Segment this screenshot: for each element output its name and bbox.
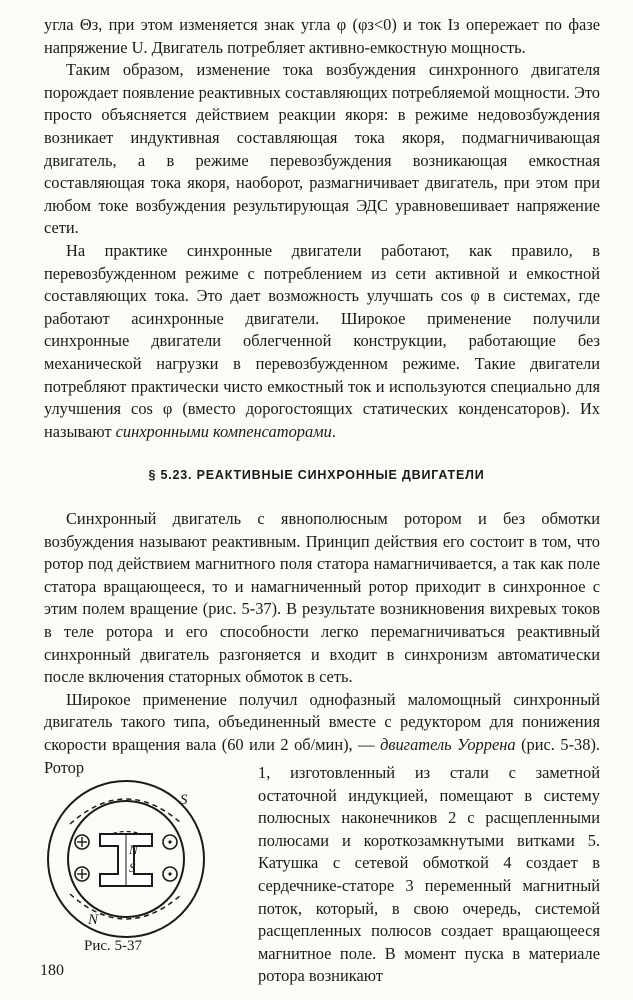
conductor-dot-right-top — [163, 835, 177, 849]
paragraph-3-text: На практике синхронные двигатели работают, как правило, в перевозбужденном режиме с потреблением из сети активной и емкостной составляющих тока. Это дает возможность улучшать cos φ в системах, где работают асинхронные двигатели. Широкое применение получили синхронные двигатели облегченной конструкции, работающие без механической нагрузки в перевозбужденном режиме. Такие двигатели потребляют практически чисто емкостный ток и используются специально для улучшения cos φ (вместо дорогостоящих статических конденсаторов). Их называют — [44, 240, 600, 441]
flux-path-top — [70, 799, 182, 824]
paragraph-3 — [44, 240, 600, 443]
upper-text-column — [44, 14, 600, 443]
conductor-cross-left-top — [75, 835, 89, 849]
paragraph-1: угла Θз, при этом изменяется знак угла φ (φз<0) и ток Iз опережает по фазе напряжение U. Двигатель потребляет активно-емкостную мощность. — [44, 15, 600, 57]
label-s-rotor: S — [129, 860, 136, 875]
paragraph-5-text: Широкое применение получил однофазный маломощный синхронный двигатель такого типа, объединенный вместе с редуктором для понижения скорости вращения вала (60 или 2 об/мин), — — [44, 689, 600, 754]
label-n-rotor: N — [129, 842, 138, 857]
section-heading: § 5.23. РЕАКТИВНЫЕ СИНХРОННЫЕ ДВИГАТЕЛИ — [148, 468, 485, 482]
label-n-stator: N — [88, 912, 99, 928]
flux-path-bottom — [70, 894, 182, 919]
paragraph-5-continued: 1, изготовленный из стали с заметной остаточной индукцией, помещают в систему полюсных наконечников 2 с расщепленными полюсами и короткозамкнутыми витками 5. Катушка с сетевой обмоткой 4 создает в сердечнике-статоре 3 переменный магнитный поток, который, в свою очередь, системой расщепленных полюсов создает вращающееся магнитное поле. В момент пуска в материале ротора возникают — [258, 763, 600, 986]
paragraph-5-end: (рис. 5-38). Ротор — [44, 734, 601, 777]
paragraph-3-italic: синхронными компенсаторами — [115, 421, 332, 441]
lower-text-column — [44, 508, 600, 779]
paragraph-4: Синхронный двигатель с явнополюсным ротором и без обмотки возбуждения называют реактивным. Принцип действия его состоит в том, что ротор под действием магнитного поля статора намагничивается, а так как поле статора вращающееся, то и намагниченный ротор приходит в синхронное с этим полем вращение (рис. 5-37). В результате возникновения вихревых токов в теле ротора и его способности легко перемагничиваться реактивный синхронный двигатель разгоняется и входит в синхронизм автоматически после включения статорных обмоток в сеть. — [44, 509, 600, 687]
page-number: 180 — [40, 962, 64, 979]
conductor-cross-left-bottom — [75, 867, 89, 881]
narrow-text-column — [258, 762, 600, 988]
conductor-dot-right-bottom — [163, 867, 177, 881]
figure-caption: Рис. 5-37 — [84, 938, 143, 954]
label-s-stator: S — [180, 792, 188, 808]
paragraph-3-end: . — [331, 421, 336, 441]
paragraph-5-italic: двигатель Уоррена — [380, 734, 516, 754]
paragraph-2: Таким образом, изменение тока возбуждения синхронного двигателя порождает появление реактивных составляющих потребляемой мощности. Это просто объясняется действием реакции якоря: в режиме недовозбуждения возникает индуктивная составляющая тока якоря, подмагничивающая двигатель, а в режиме перевозбуждения возникающая емкостная составляющая тока якоря, наоборот, размагничивает двигатель, при этом при любом токе возбуждения результирующая ЭДС уравновешивает напряжение сети. — [44, 60, 600, 238]
